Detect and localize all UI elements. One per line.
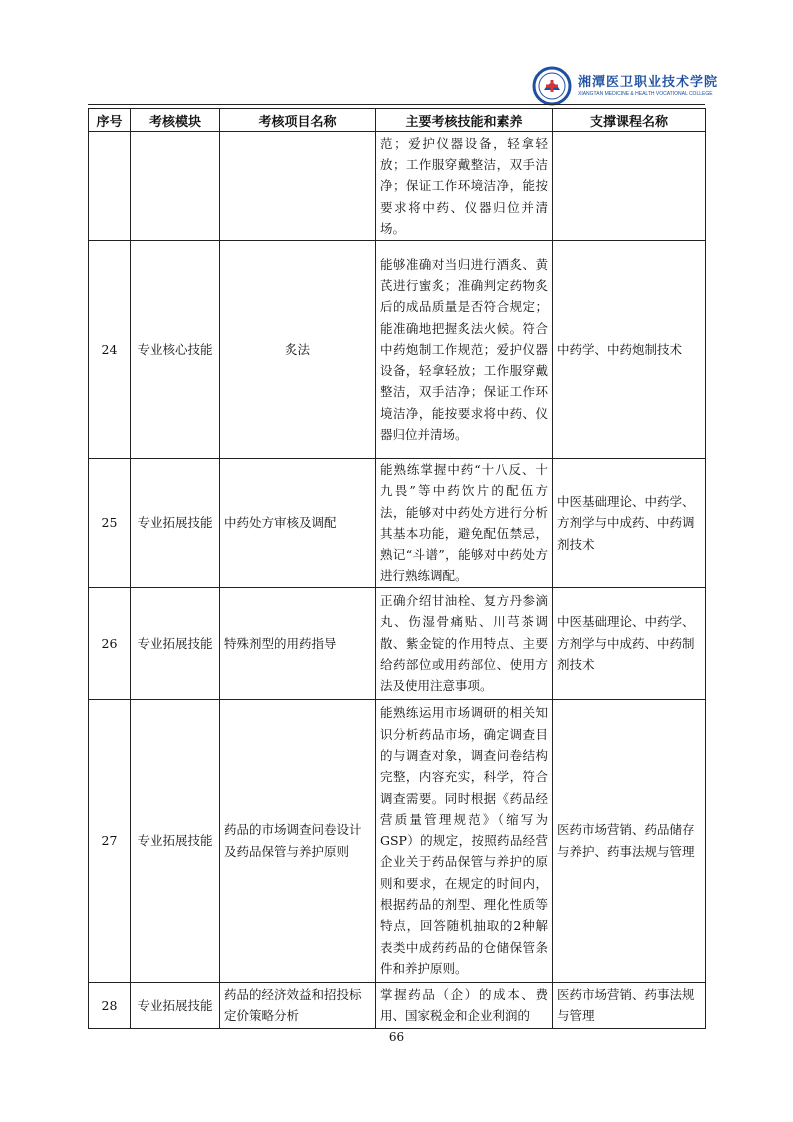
- table-row: [89, 982, 706, 1028]
- logo-chinese-name: 湘潭医卫职业技术学院: [578, 74, 719, 90]
- header-module: 考核模块: [131, 109, 220, 132]
- cell-item: 药品的经济效益和招投标定价策略分析: [220, 982, 376, 1028]
- table-row: [89, 587, 706, 699]
- cell-skills: 能够准确对当归进行酒炙、黄芪进行蜜炙；准确判定药物炙后的成品质量是否符合规定；能准确地把握炙法火候。符合中药炮制工作规范；爱护仪器设备，轻拿轻放；工作服穿戴整洁，双手洁净；保证工作环境洁净，能按要求将中药、仪器归位并清场。: [376, 241, 553, 459]
- cell-index: 27: [89, 699, 131, 982]
- cell-course: 中医基础理论、中药学、方剂学与中成药、中药调剂技术: [553, 459, 706, 588]
- table-row: [89, 241, 706, 459]
- cell-index: 24: [89, 241, 131, 459]
- cell-course: [553, 132, 706, 241]
- table-row: [89, 132, 706, 241]
- header-skills: 主要考核技能和素养: [376, 109, 553, 132]
- cell-index: 25: [89, 459, 131, 588]
- table-row: [89, 459, 706, 588]
- cell-item: 炙法: [220, 241, 376, 459]
- table-header-row: [89, 109, 706, 132]
- cell-item: [220, 132, 376, 241]
- cell-skills: 能熟练掌握中药“十八反、十九畏”等中药饮片的配伍方法，能够对中药处方进行分析其基本功能，避免配伍禁忌，熟记“斗谱”，能够对中药处方进行熟练调配。: [376, 459, 553, 588]
- cell-index: 28: [89, 982, 131, 1028]
- cell-course: 医药市场营销、药事法规与管理: [553, 982, 706, 1028]
- header-course: 支撑课程名称: [553, 109, 706, 132]
- college-emblem-icon: [532, 66, 572, 106]
- cell-module: 专业拓展技能: [131, 982, 220, 1028]
- cell-module: 专业核心技能: [131, 241, 220, 459]
- cell-module: 专业拓展技能: [131, 699, 220, 982]
- cell-skills: 正确介绍甘油栓、复方丹参滴丸、伤湿骨痛贴、川芎茶调散、紫金锭的作用特点、主要给药部位或用药部位、使用方法及使用注意事项。: [376, 587, 553, 699]
- cell-item: 中药处方审核及调配: [220, 459, 376, 588]
- header-item: 考核项目名称: [220, 109, 376, 132]
- cell-course: 中医基础理论、中药学、方剂学与中成药、中药制剂技术: [553, 587, 706, 699]
- cell-item: 特殊剂型的用药指导: [220, 587, 376, 699]
- cell-skills: 能熟练运用市场调研的相关知识分析药品市场，确定调查目的与调查对象，调查问卷结构完整，内容充实，科学，符合调查需要。同时根据《药品经营质量管理规范》（缩写为GSP）的规定，按照药品经营企业关于药品保管与养护的原则和要求，在规定的时间内，根据药品的剂型、理化性质等特点，回答随机抽取的2种解表类中成药药品的仓储保管条件和养护原则。: [376, 699, 553, 982]
- logo-english-name: XIANGTAN MEDICINE & HEALTH VOCATIONAL COLLEGE: [578, 90, 713, 97]
- cell-course: 中药学、中药炮制技术: [553, 241, 706, 459]
- cell-skills: 掌握药品（企）的成本、费用、国家税金和企业利润的: [376, 982, 553, 1028]
- cell-course: 医药市场营销、药品储存与养护、药事法规与管理: [553, 699, 706, 982]
- page-number: 66: [388, 1030, 405, 1044]
- college-logo: [532, 66, 718, 106]
- cell-module: 专业拓展技能: [131, 459, 220, 588]
- cell-module: 专业拓展技能: [131, 587, 220, 699]
- header-rule: [88, 104, 705, 105]
- cell-index: 26: [89, 587, 131, 699]
- cell-item: 药品的市场调查问卷设计及药品保管与养护原则: [220, 699, 376, 982]
- header-index: 序号: [89, 109, 131, 132]
- cell-index: [89, 132, 131, 241]
- table-row: [89, 699, 706, 982]
- cell-module: [131, 132, 220, 241]
- cell-skills: 范；爱护仪器设备，轻拿轻放；工作服穿戴整洁，双手洁净；保证工作环境洁净，能按要求将中药、仪器归位并清场。: [376, 132, 553, 241]
- assessment-table: [88, 108, 706, 1029]
